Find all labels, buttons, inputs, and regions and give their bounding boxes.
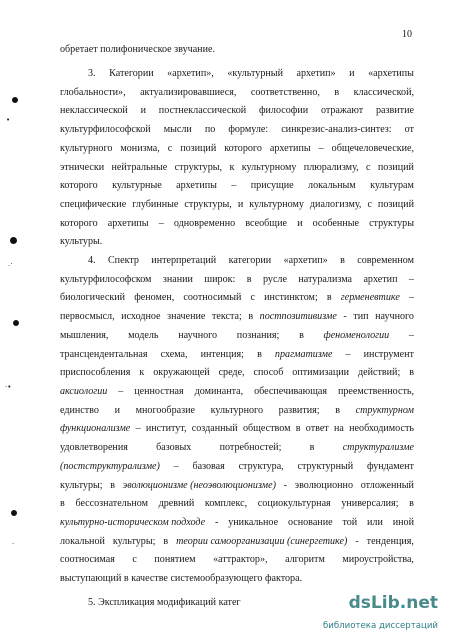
word: с	[367, 199, 372, 210]
word: в	[295, 423, 301, 434]
word: фактора.	[264, 573, 303, 584]
text-line	[60, 162, 414, 174]
text-line	[60, 274, 414, 286]
italic-term: прагматизме	[274, 349, 333, 360]
word: модификаций	[156, 597, 217, 608]
word: в	[340, 255, 345, 266]
italic-term: теории самоорганизации (синергетике)	[176, 536, 348, 547]
word: научного	[178, 330, 218, 341]
word: мышления,	[60, 330, 109, 341]
italic-term: герменевтике	[340, 292, 400, 303]
scan-dot-mark	[11, 510, 17, 516]
word: или	[367, 517, 383, 528]
word: 4.	[88, 255, 96, 266]
word: инстинктом;	[264, 292, 318, 303]
word: классической,	[353, 87, 414, 98]
word: Спектр	[107, 255, 139, 266]
word: структура,	[238, 461, 284, 472]
word: ценностная	[134, 386, 184, 397]
word: современном	[357, 255, 414, 266]
text-line	[60, 143, 414, 155]
word: доминанта,	[194, 386, 244, 397]
text-line	[60, 292, 414, 304]
word: приспособления	[60, 367, 131, 378]
scan-dot-mark	[13, 320, 19, 326]
text-line	[60, 311, 414, 323]
word: и	[237, 199, 244, 210]
word: в	[163, 536, 169, 547]
text-line	[60, 349, 414, 361]
word: глубинные	[132, 199, 179, 210]
text-line	[60, 124, 414, 136]
word: глобальности»,	[60, 87, 126, 98]
italic-term: постпозитивизме	[259, 311, 337, 322]
word: философии	[258, 105, 309, 116]
word: базовая	[192, 461, 225, 472]
word: в	[299, 330, 304, 341]
word: Категории	[109, 68, 154, 79]
text-line	[88, 255, 414, 267]
word: «культурный	[227, 68, 283, 79]
word: мысли	[163, 124, 192, 135]
italic-term: культурно-историческом подходе	[60, 517, 206, 528]
word: научного	[375, 311, 414, 322]
word: значение	[167, 311, 206, 322]
word: соответственно,	[250, 87, 320, 98]
word: Экспликация	[98, 597, 155, 608]
word: тип	[353, 311, 369, 322]
scan-dot-mark	[12, 97, 18, 103]
text-line	[60, 461, 414, 473]
word: текста;	[211, 311, 242, 322]
word: культурному	[241, 162, 297, 173]
word: алгоритм	[285, 554, 325, 565]
word: в	[409, 498, 414, 509]
word: 5.	[88, 597, 96, 608]
word: звучание.	[174, 44, 215, 55]
word: в	[60, 498, 65, 509]
word: –	[173, 461, 179, 472]
word: интерпретаций	[151, 255, 217, 266]
italic-term: структурализме	[342, 442, 414, 453]
text-line	[88, 68, 414, 80]
word: потребностей;	[219, 442, 282, 453]
word: оптимизации	[292, 367, 350, 378]
word: культурные	[112, 180, 162, 191]
word: –	[158, 218, 164, 229]
word: которого	[60, 180, 98, 191]
word: этнически	[60, 162, 105, 173]
word: –	[408, 330, 414, 341]
word: единство	[60, 405, 99, 416]
word: мироустройства,	[342, 554, 414, 565]
text-line	[88, 597, 241, 609]
word: синкрезис-анализ-синтез:	[281, 124, 392, 135]
italic-term: структурном	[355, 405, 414, 416]
word: –	[135, 423, 141, 434]
word: в	[409, 367, 414, 378]
scan-tick-mark: ·•	[5, 383, 12, 391]
word: культурного	[60, 143, 113, 154]
word: структуры	[369, 218, 414, 229]
word: культурфилософской	[60, 124, 151, 135]
text-line	[60, 480, 414, 492]
word: культурному	[249, 199, 304, 210]
word: иной	[392, 517, 414, 528]
word: в	[309, 442, 315, 453]
word: развитие	[375, 105, 414, 116]
word: категории	[228, 255, 272, 266]
word: на	[334, 423, 344, 434]
word: действий;	[357, 367, 401, 378]
word: позиций	[377, 199, 414, 210]
word: формуле:	[228, 124, 269, 135]
word: –	[118, 386, 124, 397]
word: в	[326, 292, 332, 303]
word: 3.	[88, 68, 96, 79]
word: созданный	[191, 423, 238, 434]
word: диалогизму,	[309, 199, 362, 210]
word: культуры;	[60, 480, 103, 491]
word: исходное	[121, 311, 161, 322]
watermark-logo: dsLib.net	[348, 593, 438, 613]
word: -	[355, 536, 359, 547]
word: –	[318, 143, 324, 154]
scan-dot-mark	[10, 237, 17, 244]
scan-tick-mark: ·	[12, 540, 15, 548]
word: структуры,	[184, 199, 232, 210]
word: присущие	[250, 180, 294, 191]
word: феномен,	[134, 292, 175, 303]
word: нейтральные	[111, 162, 168, 173]
word: обретает	[60, 44, 98, 55]
text-line	[60, 218, 414, 230]
word: с	[250, 292, 256, 303]
word: способ	[253, 367, 284, 378]
word: культуры.	[60, 236, 103, 247]
word: «архетип»	[283, 255, 328, 266]
word: интенция;	[200, 349, 244, 360]
word: структуры,	[174, 162, 223, 173]
word: к	[229, 162, 235, 173]
word: отложенный	[360, 480, 414, 491]
text-line	[60, 442, 414, 454]
word: удовлетворения	[60, 442, 128, 453]
word: окружающей	[153, 367, 210, 378]
word: и	[297, 218, 303, 229]
word: в	[246, 274, 252, 285]
word: с	[366, 162, 371, 173]
word: «архетип»,	[167, 68, 214, 79]
word: среде,	[218, 367, 245, 378]
word: в	[334, 87, 340, 98]
word: системообразующего	[170, 573, 263, 584]
word: соотносимый	[183, 292, 242, 303]
word: –	[231, 180, 237, 191]
word: культурам	[370, 180, 414, 191]
word: –	[408, 292, 414, 303]
word: основание	[287, 517, 333, 528]
word: в	[335, 405, 341, 416]
word: модель	[128, 330, 159, 341]
word: выступающий	[60, 573, 122, 584]
word: актуализировавшиеся,	[140, 87, 237, 98]
word: архетипы	[107, 218, 149, 229]
word: «архетипы	[368, 68, 414, 79]
word: -	[214, 517, 219, 528]
word: фундамент	[366, 461, 414, 472]
word: и	[349, 68, 355, 79]
word: –	[345, 349, 351, 360]
word: которого	[60, 218, 98, 229]
word: в	[257, 349, 262, 360]
word: по	[204, 124, 216, 135]
word: преемственность,	[337, 386, 414, 397]
text-line	[60, 573, 302, 585]
word: понятием	[154, 554, 196, 565]
text-line	[60, 498, 414, 510]
word: в	[123, 573, 129, 584]
word: качестве	[131, 573, 168, 584]
word: обществом	[242, 423, 291, 434]
word: специфические	[60, 199, 127, 210]
word: социокультурная	[257, 498, 331, 509]
word: древний	[158, 498, 195, 509]
text-line	[60, 367, 414, 379]
text-line	[60, 87, 414, 99]
word: особенные	[312, 218, 359, 229]
word: и	[140, 105, 146, 116]
word: трансцендентальная	[60, 349, 148, 360]
word: знании	[162, 274, 193, 285]
word: полифоническое	[100, 44, 172, 55]
word: постнеклассической	[158, 105, 247, 116]
word: обеспечивающая	[254, 386, 328, 397]
word: русле	[262, 274, 287, 285]
italic-term: феноменологии	[323, 330, 390, 341]
text-line	[60, 44, 215, 56]
word: и	[114, 405, 120, 416]
word: локальной	[60, 536, 105, 547]
text-line	[60, 405, 414, 417]
page-number: 10	[402, 29, 412, 40]
word: катег	[218, 597, 241, 608]
word: комплекс,	[204, 498, 248, 509]
word: архетип»	[296, 68, 336, 79]
word: необходимость	[349, 423, 414, 434]
word: локальным	[308, 180, 356, 191]
word: развития;	[278, 405, 320, 416]
word: архетип	[363, 274, 398, 285]
word: многообразие	[135, 405, 195, 416]
text-line	[60, 423, 414, 435]
word: биологический	[60, 292, 126, 303]
word: схема,	[160, 349, 188, 360]
word: одновременно	[173, 218, 236, 229]
scan-tick-mark: •	[6, 116, 11, 124]
italic-term: функционализме	[60, 423, 131, 434]
word: –	[408, 274, 414, 285]
word: натурализма	[298, 274, 353, 285]
italic-term: эволюционизме (неоэволюционизме)	[122, 480, 276, 491]
word: отражают	[320, 105, 364, 116]
word: «аттрактор»,	[213, 554, 268, 565]
text-line	[60, 105, 414, 117]
word: той	[342, 517, 358, 528]
text-line	[60, 180, 414, 192]
word: познания;	[236, 330, 280, 341]
text-line	[60, 199, 414, 211]
word: архетипы	[269, 143, 311, 154]
word: в	[110, 480, 116, 491]
word: культурного	[210, 405, 263, 416]
text-line	[60, 330, 414, 342]
word: позиций	[377, 162, 414, 173]
word: базовых	[156, 442, 192, 453]
text-line	[60, 386, 414, 398]
text-line	[60, 236, 102, 248]
word: общечеловеческие,	[331, 143, 414, 154]
word: культурфилософском	[60, 274, 152, 285]
word: неклассической	[60, 105, 128, 116]
italic-term: аксиологии	[60, 386, 108, 397]
word: от	[404, 124, 414, 135]
word: с	[132, 554, 137, 565]
word: уникальное	[228, 517, 279, 528]
text-line	[60, 517, 414, 529]
word: культуры;	[112, 536, 156, 547]
word: универсалия;	[341, 498, 399, 509]
word: институт,	[145, 423, 187, 434]
word: -	[283, 480, 288, 491]
italic-term: (постструктурализме)	[60, 461, 160, 472]
word: с	[167, 143, 173, 154]
scan-tick-mark: .·	[8, 260, 13, 268]
word: к	[139, 367, 145, 378]
watermark	[349, 593, 438, 613]
word: ответ	[305, 423, 329, 434]
word: тенденция,	[366, 536, 414, 547]
word: позиций	[180, 143, 217, 154]
word: бессознательном	[75, 498, 148, 509]
word: эволюционно	[294, 480, 353, 491]
word: -	[343, 311, 347, 322]
word: архетипы	[176, 180, 217, 191]
watermark-subtitle: библиотека диссертаций	[322, 621, 438, 631]
word: соотносимая	[60, 554, 115, 565]
word: которого	[224, 143, 262, 154]
word: инструмент	[363, 349, 414, 360]
word: всеобщие	[245, 218, 287, 229]
word: плюрализму,	[303, 162, 359, 173]
word: первосмысл,	[60, 311, 115, 322]
word: широк:	[204, 274, 236, 285]
word: в	[248, 311, 254, 322]
text-line	[60, 554, 414, 566]
text-line	[60, 536, 414, 548]
word: структурный	[297, 461, 354, 472]
word: монизма,	[120, 143, 160, 154]
